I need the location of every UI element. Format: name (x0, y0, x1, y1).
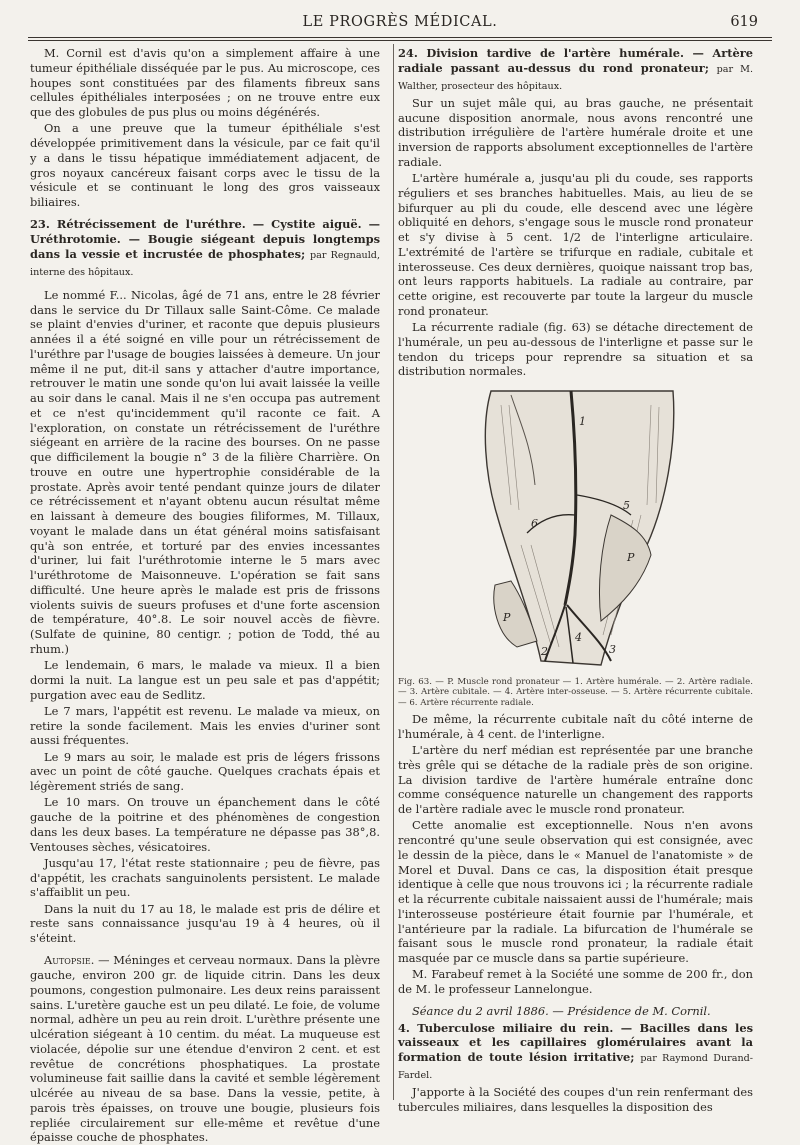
header-rule (28, 37, 772, 38)
section-24-heading (398, 46, 753, 94)
paragraph: M. Farabeuf remet à la Société une somme de 200 fr., don de M. le professeur Lannelongue. (398, 967, 753, 997)
paragraph: Le 9 mars au soir, le malade est pris de légers frissons avec un point de côté gauche. Quelques crachats épais et légèrement striés de sang. (30, 749, 380, 793)
figure-caption: Fig. 63. — P. Muscle rond pronateur — 1. Artère humérale. — 2. Artère radiale. — 3. Artère cubitale. — 4. Artère inter-osseuse. — 5. Artère récurrente cubitale. — 6. Artère récurrente radiale. (398, 677, 753, 708)
autopsy-paragraph (30, 953, 380, 1145)
right-column (398, 46, 754, 1114)
section-4-author: par Raymond Durand-Fardel. (398, 1053, 754, 1081)
header-rule-double (28, 40, 772, 41)
paragraph: L'artère du nerf médian est représentée par une branche très grêle qui se détache de la radiale près de son origine. La division tardive de l'artère humérale entraîne donc comme conséquence naturelle un changement des rapports de l'artère radiale avec le muscle rond pronateur. (398, 743, 753, 817)
figure-63 (398, 385, 753, 671)
figure-label: 6 (530, 517, 538, 530)
session-heading: Séance du 2 avril 1886. — Présidence de M. Cornil. (412, 1004, 711, 1019)
figure-label: 5 (622, 499, 630, 512)
running-title: LE PROGRÈS MÉDICAL. (302, 14, 498, 30)
section-23-heading (30, 217, 380, 280)
paragraph: Le lendemain, 6 mars, le malade va mieux. Il a bien dormi la nuit. La langue est un peu sale et pas d'appétit; purgation avec eau de Sedlitz. (30, 658, 380, 702)
section-4-title: 4. Tuberculose miliaire du rein. — Bacilles dans les vaisseaux et les capillaires glomérulaires avant la formation de toute lésion irritative; (398, 1020, 753, 1065)
section-24-title: 24. Division tardive de l'artère humérale. — Artère radiale passant au-dessus du rond pronateur; (398, 46, 753, 75)
paragraph: Le 10 mars. On trouve un épanchement dans le côté gauche de la poitrine et des phénomènes de congestion dans les deux bases. La température ne dépasse pas 38°,8. Ventouses sèches, vésicatoires. (30, 795, 380, 854)
paragraph: Sur un sujet mâle qui, au bras gauche, ne présentait aucune disposition anormale, nous avons rencontré une distribution irrégulière de l'artère humérale droite et une inversion de rapports absolument exceptionnelles de l'artère radiale. (398, 95, 753, 169)
column-separator (393, 44, 394, 1100)
section-23-author: par Regnauld, interne des hôpitaux. (30, 249, 380, 278)
paragraph: Dans la nuit du 17 au 18, le malade est pris de délire et reste sans connaissance jusqu'au 19 à 4 heures, où il s'éteint. (30, 901, 380, 945)
paragraph: L'artère humérale a, jusqu'au pli du coude, ses rapports réguliers et ses branches habituelles. Mais, au lieu de se bifurquer au pli du coude, elle descend avec une légère obliquité en dehors, s'engage sous le muscle rond pronateur et s'y divise à 5 cent. 1/2 de l'interligne articulaire. L'extrémité de l'artère se trifurque en radiale, cubitale et interosseuse. Ces deux dernières, quoique naissant trop bas, ont leurs rapports habituels. La radiale au contraire, par cette origine, est recouverte par toute la largeur du muscle rond pronateur. (398, 171, 753, 318)
paragraph: Cette anomalie est exceptionnelle. Nous n'en avons rencontré qu'une seule observation qui est consignée, avec le dessin de la pièce, dans le « Manuel de l'anatomiste » de Morel et Duval. Dans ce cas, la disposition était presque identique à celle que nous trouvons ici ; la récurrente radiale et la récurrente cubitale naissaient aussi de l'humérale; mais l'interosseuse postérieure était fournie par l'humérale, et l'antérieure par la radiale. La bifurcation de l'humérale se faisant sous le muscle rond pronateur, la radiale était masquée par ce muscle dans sa partie supérieure. (398, 818, 753, 966)
paragraph: De même, la récurrente cubitale naît du côté interne de l'humérale, à 4 cent. de l'interligne. (398, 712, 753, 741)
left-column (30, 46, 380, 1145)
page-number: 619 (730, 14, 758, 30)
figure-label: 3 (608, 643, 616, 656)
figure-label: 2 (540, 645, 548, 658)
paragraph: On a une preuve que la tumeur épithéliale s'est développée primitivement dans la vésicule, par ce fait qu'il y a dans le tissu hépatique immédiatement adjacent, de gros noyaux cancéreux faisant corps avec le tissu de la vésicule et se continuant le long des gros vaisseaux biliaires. (30, 121, 380, 209)
autopsy-label: Autopsie. (44, 953, 95, 968)
anatomical-illustration (451, 385, 701, 669)
paragraph: Jusqu'au 17, l'état reste stationnaire ; peu de fièvre, pas d'appétit, les crachats sanguinolents persistent. Le malade s'affaiblit un peu. (30, 855, 380, 900)
section-24-author: par M. Walther, prosecteur des hôpitaux. (398, 63, 753, 92)
paragraph: La récurrente radiale (fig. 63) se détache directement de l'humérale, un peu au-dessous de l'interligne et passe sur le tendon du triceps pour reprendre sa situation et sa distribution normales. (398, 320, 753, 379)
figure-label: 4 (574, 631, 582, 644)
figure-label: P (626, 551, 634, 564)
page-header (28, 10, 772, 36)
section-4-heading (398, 1021, 753, 1084)
figure-label: P (502, 611, 510, 624)
paragraph: J'apporte à la Société des coupes d'un rein renfermant des tubercules miliaires, dans lesquelles la disposition des (398, 1085, 753, 1114)
paragraph: M. Cornil est d'avis qu'on a simplement affaire à une tumeur épithéliale disséquée par le pus. Au microscope, ces houpes sont constituées par des filaments fibreux sans cellules épithéliales interposées ; on ne trouve entre eux que des globules de pus plus ou moins dégénérés. (30, 46, 380, 119)
paragraph: Le 7 mars, l'appétit est revenu. Le malade va mieux, on retire la sonde facilement. Mais les envies d'uriner sont aussi fréquentes. (30, 703, 380, 748)
autopsy-text: — Méninges et cerveau normaux. Dans la plèvre gauche, environ 200 gr. de liquide citrin. Dans les deux poumons, congestion pulmonaire. Les deux reins paraissent sains. L'uretère gauche est un peu dilaté. Le foie, de volume normal, adhère un peu au rein droit. L'urèthre présente une ulcération siégeant à 10 centim. du méat. La muqueuse est violacée, dépolie sur une étendue d'environ 2 cent. et est revêtue de concrétions phosphatiques. La prostate volumineuse fait saillie dans la cavité et semble légèrement ulcérée au niveau de sa base. Dans la vessie, petite, à parois très épaisses, on trouve une bougie, plusieurs fois repliée circulairement sur elle-même et revêtue d'une épaisse couche de phosphates. (30, 953, 380, 1145)
paragraph: Le nommé F... Nicolas, âgé de 71 ans, entre le 28 février dans le service du Dr Tillaux salle Saint-Côme. Ce malade se plaint d'envies d'uriner, et raconte que depuis plusieurs années il a été soigné en ville pour un rétrécissement de l'uréthre par l'usage de bougies laissées à demeure. Un jour même il ne put, dit-il sans y attacher d'autre importance, retrouver le matin une sonde qu'on lui avait laissée la veille au soir dans le canal. Mais il ne s'en occupa pas autrement et ce n'est qu'incidemment qu'il raconte ce fait. A l'exploration, on constate un rétrécissement de l'uréthre siégeant en arrière de la racine des bourses. On ne passe que difficilement la bougie n° 3 de la filière Charrière. On trouve en outre une hypertrophie considérable de la prostate. Après avoir tenté pendant quinze jours de dilater ce rétrécissement et n'ayant obtenu aucun résultat même en laissant à demeure des bougies filiformes, M. Tillaux, voyant le malade dans un état général moins satisfaisant qu'à son entrée, et torturé par des envies incessantes d'uriner, lui fait l'uréthrotomie interne le 5 mars avec l'uréthrotome de Maisonneuve. L'opération se fait sans difficulté. Une heure après le malade est pris de frissons violents suivis de sueurs profuses et d'une forte ascension de température, 40°.8. Le soir nouvel accès de fièvre. (Sulfate de quinine, 80 centigr. ; potion de Todd, thé au rhum.) (30, 287, 380, 656)
figure-label: 1 (578, 415, 586, 428)
section-23-title: 23. Rétrécissement de l'uréthre. — Cystite aiguë. — Uréthrotomie. — Bougie siégeant depuis longtemps dans la vessie et incrustée de phosphates; (30, 217, 380, 261)
